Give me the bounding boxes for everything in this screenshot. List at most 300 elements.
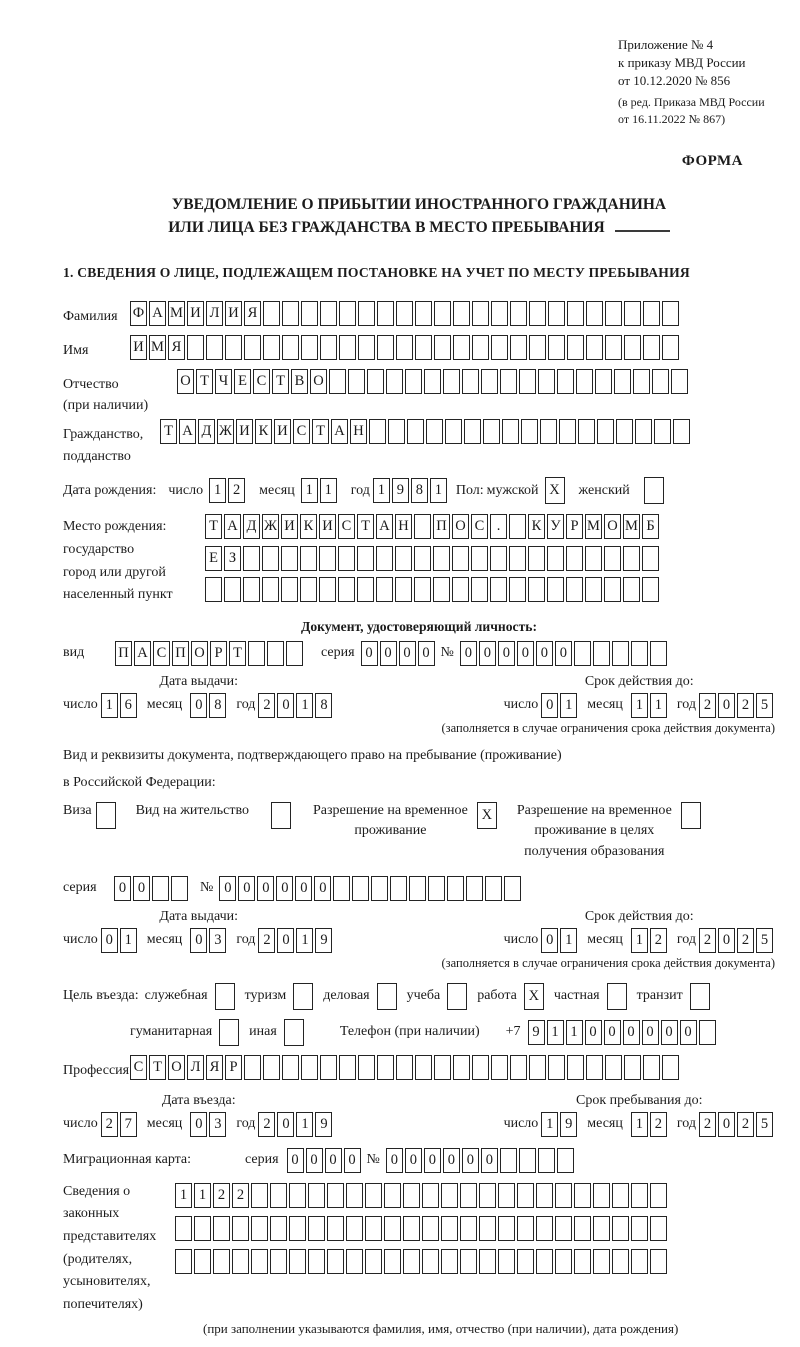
char-cell[interactable]	[377, 1055, 394, 1080]
char-cell[interactable]	[604, 577, 621, 602]
identity-doc-kind-input[interactable]	[115, 641, 305, 666]
char-cell[interactable]	[576, 369, 593, 394]
char-cell[interactable]	[225, 335, 242, 360]
char-cell[interactable]	[631, 1216, 648, 1241]
char-cell[interactable]: О	[452, 514, 469, 539]
char-cell[interactable]: 1	[631, 928, 648, 953]
char-cell[interactable]: Р	[225, 1055, 242, 1080]
char-cell[interactable]: 9	[315, 1112, 332, 1137]
char-cell[interactable]: 1	[541, 1112, 558, 1137]
char-cell[interactable]	[441, 1216, 458, 1241]
char-cell[interactable]: 1	[175, 1183, 192, 1208]
char-cell[interactable]	[320, 1055, 337, 1080]
char-cell[interactable]	[415, 301, 432, 326]
stay-issue-month-input[interactable]	[190, 928, 228, 953]
char-cell[interactable]	[243, 577, 260, 602]
temp-residence-checkbox[interactable]: X	[477, 802, 497, 829]
char-cell[interactable]	[472, 1055, 489, 1080]
stay-until-year-input[interactable]	[699, 1112, 775, 1137]
char-cell[interactable]: О	[310, 369, 327, 394]
char-cell[interactable]: З	[224, 546, 241, 571]
expiry-year-input[interactable]	[699, 693, 775, 718]
char-cell[interactable]	[566, 546, 583, 571]
char-cell[interactable]: 1	[430, 478, 447, 503]
char-cell[interactable]	[460, 1216, 477, 1241]
char-cell[interactable]	[319, 577, 336, 602]
char-cell[interactable]	[466, 876, 483, 901]
char-cell[interactable]	[500, 369, 517, 394]
char-cell[interactable]: 2	[228, 478, 245, 503]
char-cell[interactable]	[479, 1216, 496, 1241]
char-cell[interactable]: 0	[101, 928, 118, 953]
char-cell[interactable]	[300, 546, 317, 571]
char-cell[interactable]	[605, 335, 622, 360]
char-cell[interactable]: Ч	[215, 369, 232, 394]
char-cell[interactable]	[650, 1183, 667, 1208]
char-cell[interactable]	[194, 1216, 211, 1241]
char-cell[interactable]: Т	[229, 641, 246, 666]
char-cell[interactable]: О	[191, 641, 208, 666]
char-cell[interactable]: Л	[187, 1055, 204, 1080]
purpose-official-checkbox[interactable]	[215, 983, 235, 1010]
char-cell[interactable]: А	[179, 419, 196, 444]
char-cell[interactable]: С	[130, 1055, 147, 1080]
char-cell[interactable]	[422, 1183, 439, 1208]
char-cell[interactable]	[547, 546, 564, 571]
char-cell[interactable]	[270, 1183, 287, 1208]
purpose-other-checkbox[interactable]	[284, 1019, 304, 1046]
char-cell[interactable]	[262, 577, 279, 602]
char-cell[interactable]	[536, 1216, 553, 1241]
char-cell[interactable]	[187, 335, 204, 360]
char-cell[interactable]	[424, 369, 441, 394]
char-cell[interactable]: 0	[190, 928, 207, 953]
char-cell[interactable]	[403, 1183, 420, 1208]
char-cell[interactable]: Л	[206, 301, 223, 326]
char-cell[interactable]	[452, 577, 469, 602]
char-cell[interactable]	[365, 1183, 382, 1208]
char-cell[interactable]	[452, 546, 469, 571]
char-cell[interactable]: О	[604, 514, 621, 539]
birthplace-input-line1[interactable]	[205, 514, 661, 539]
char-cell[interactable]	[559, 419, 576, 444]
char-cell[interactable]	[517, 1183, 534, 1208]
char-cell[interactable]	[498, 1216, 515, 1241]
birthdate-month-input[interactable]	[301, 478, 339, 503]
expiry-month-input[interactable]	[631, 693, 669, 718]
char-cell[interactable]: Е	[234, 369, 251, 394]
char-cell[interactable]: О	[177, 369, 194, 394]
char-cell[interactable]	[481, 369, 498, 394]
char-cell[interactable]: 0	[541, 693, 558, 718]
char-cell[interactable]: 0	[325, 1148, 342, 1173]
char-cell[interactable]	[224, 577, 241, 602]
char-cell[interactable]	[662, 1055, 679, 1080]
char-cell[interactable]: 5	[756, 1112, 773, 1137]
identity-doc-number-input[interactable]	[460, 641, 669, 666]
char-cell[interactable]: 0	[555, 641, 572, 666]
char-cell[interactable]	[308, 1216, 325, 1241]
patronymic-input[interactable]	[177, 369, 690, 394]
char-cell[interactable]: 0	[479, 641, 496, 666]
char-cell[interactable]: О	[168, 1055, 185, 1080]
char-cell[interactable]	[555, 1249, 572, 1274]
issue-month-input[interactable]	[190, 693, 228, 718]
citizenship-input[interactable]	[160, 419, 692, 444]
char-cell[interactable]	[367, 369, 384, 394]
char-cell[interactable]: П	[115, 641, 132, 666]
char-cell[interactable]	[510, 301, 527, 326]
char-cell[interactable]	[612, 1249, 629, 1274]
char-cell[interactable]	[441, 1183, 458, 1208]
char-cell[interactable]: Ж	[262, 514, 279, 539]
char-cell[interactable]	[595, 369, 612, 394]
char-cell[interactable]	[289, 1249, 306, 1274]
char-cell[interactable]: Я	[206, 1055, 223, 1080]
char-cell[interactable]	[301, 335, 318, 360]
char-cell[interactable]	[519, 1148, 536, 1173]
char-cell[interactable]: 0	[718, 1112, 735, 1137]
char-cell[interactable]: 0	[498, 641, 515, 666]
expiry-day-input[interactable]	[541, 693, 579, 718]
char-cell[interactable]	[232, 1249, 249, 1274]
char-cell[interactable]	[555, 1183, 572, 1208]
char-cell[interactable]: Р	[210, 641, 227, 666]
char-cell[interactable]	[574, 1249, 591, 1274]
char-cell[interactable]: М	[149, 335, 166, 360]
birthdate-year-input[interactable]	[373, 478, 449, 503]
char-cell[interactable]: 0	[361, 641, 378, 666]
char-cell[interactable]: 1	[301, 478, 318, 503]
char-cell[interactable]	[327, 1183, 344, 1208]
char-cell[interactable]	[574, 1216, 591, 1241]
char-cell[interactable]: 0	[380, 641, 397, 666]
char-cell[interactable]	[547, 577, 564, 602]
char-cell[interactable]	[267, 641, 284, 666]
char-cell[interactable]	[263, 301, 280, 326]
char-cell[interactable]: Т	[149, 1055, 166, 1080]
char-cell[interactable]	[409, 876, 426, 901]
purpose-tourism-checkbox[interactable]	[293, 983, 313, 1010]
char-cell[interactable]	[557, 369, 574, 394]
char-cell[interactable]: 0	[585, 1020, 602, 1045]
char-cell[interactable]	[281, 577, 298, 602]
char-cell[interactable]	[396, 301, 413, 326]
char-cell[interactable]: 3	[209, 1112, 226, 1137]
char-cell[interactable]: 1	[296, 928, 313, 953]
char-cell[interactable]	[491, 301, 508, 326]
char-cell[interactable]	[472, 335, 489, 360]
char-cell[interactable]	[509, 514, 526, 539]
char-cell[interactable]: М	[168, 301, 185, 326]
char-cell[interactable]: А	[134, 641, 151, 666]
char-cell[interactable]: 2	[258, 1112, 275, 1137]
char-cell[interactable]	[358, 301, 375, 326]
char-cell[interactable]: 0	[276, 876, 293, 901]
char-cell[interactable]	[635, 419, 652, 444]
char-cell[interactable]: 0	[460, 641, 477, 666]
char-cell[interactable]	[471, 577, 488, 602]
char-cell[interactable]: 3	[209, 928, 226, 953]
char-cell[interactable]	[365, 1216, 382, 1241]
char-cell[interactable]	[338, 577, 355, 602]
char-cell[interactable]	[403, 1216, 420, 1241]
name-input[interactable]	[130, 335, 681, 360]
char-cell[interactable]	[395, 546, 412, 571]
char-cell[interactable]	[289, 1183, 306, 1208]
char-cell[interactable]	[643, 301, 660, 326]
char-cell[interactable]	[248, 641, 265, 666]
char-cell[interactable]	[557, 1148, 574, 1173]
stay-expiry-year-input[interactable]	[699, 928, 775, 953]
char-cell[interactable]: 1	[631, 1112, 648, 1137]
char-cell[interactable]	[281, 546, 298, 571]
char-cell[interactable]: 0	[462, 1148, 479, 1173]
char-cell[interactable]: 8	[209, 693, 226, 718]
char-cell[interactable]: Я	[168, 335, 185, 360]
char-cell[interactable]	[346, 1249, 363, 1274]
char-cell[interactable]: В	[291, 369, 308, 394]
char-cell[interactable]	[574, 1183, 591, 1208]
char-cell[interactable]	[631, 1183, 648, 1208]
char-cell[interactable]	[593, 1249, 610, 1274]
char-cell[interactable]	[443, 369, 460, 394]
char-cell[interactable]	[308, 1249, 325, 1274]
char-cell[interactable]	[593, 1183, 610, 1208]
char-cell[interactable]	[538, 369, 555, 394]
char-cell[interactable]: 0	[386, 1148, 403, 1173]
char-cell[interactable]: 1	[194, 1183, 211, 1208]
char-cell[interactable]	[612, 641, 629, 666]
char-cell[interactable]: 8	[411, 478, 428, 503]
char-cell[interactable]	[699, 1020, 716, 1045]
char-cell[interactable]: 0	[541, 928, 558, 953]
char-cell[interactable]	[434, 1055, 451, 1080]
char-cell[interactable]	[282, 335, 299, 360]
char-cell[interactable]	[386, 369, 403, 394]
char-cell[interactable]	[251, 1183, 268, 1208]
char-cell[interactable]: 1	[373, 478, 390, 503]
char-cell[interactable]: 9	[528, 1020, 545, 1045]
profession-input[interactable]	[130, 1055, 681, 1080]
stay-doc-number-input[interactable]	[219, 876, 523, 901]
birthplace-input-line2[interactable]	[205, 546, 661, 571]
char-cell[interactable]	[491, 1055, 508, 1080]
char-cell[interactable]	[428, 876, 445, 901]
char-cell[interactable]: 0	[536, 641, 553, 666]
char-cell[interactable]	[262, 546, 279, 571]
char-cell[interactable]	[339, 335, 356, 360]
char-cell[interactable]: 0	[295, 876, 312, 901]
char-cell[interactable]	[548, 335, 565, 360]
char-cell[interactable]	[213, 1249, 230, 1274]
char-cell[interactable]	[662, 301, 679, 326]
char-cell[interactable]	[282, 301, 299, 326]
sex-female-checkbox[interactable]	[644, 477, 664, 504]
purpose-study-checkbox[interactable]	[447, 983, 467, 1010]
char-cell[interactable]: 0	[604, 1020, 621, 1045]
char-cell[interactable]	[434, 301, 451, 326]
char-cell[interactable]	[365, 1249, 382, 1274]
purpose-private-checkbox[interactable]	[607, 983, 627, 1010]
char-cell[interactable]: 0	[133, 876, 150, 901]
char-cell[interactable]: Н	[350, 419, 367, 444]
char-cell[interactable]	[390, 876, 407, 901]
entry-year-input[interactable]	[258, 1112, 334, 1137]
char-cell[interactable]: 0	[642, 1020, 659, 1045]
entry-day-input[interactable]	[101, 1112, 139, 1137]
char-cell[interactable]: Е	[205, 546, 222, 571]
char-cell[interactable]	[519, 369, 536, 394]
char-cell[interactable]: С	[253, 369, 270, 394]
char-cell[interactable]	[369, 419, 386, 444]
identity-doc-series-input[interactable]	[361, 641, 437, 666]
purpose-humanitarian-checkbox[interactable]	[219, 1019, 239, 1046]
char-cell[interactable]	[205, 577, 222, 602]
char-cell[interactable]	[445, 419, 462, 444]
char-cell[interactable]	[175, 1216, 192, 1241]
migration-card-number-input[interactable]	[386, 1148, 576, 1173]
char-cell[interactable]	[384, 1249, 401, 1274]
char-cell[interactable]	[528, 546, 545, 571]
char-cell[interactable]	[327, 1216, 344, 1241]
char-cell[interactable]: С	[293, 419, 310, 444]
char-cell[interactable]	[671, 369, 688, 394]
char-cell[interactable]: 5	[756, 693, 773, 718]
char-cell[interactable]	[536, 1183, 553, 1208]
char-cell[interactable]: 2	[258, 928, 275, 953]
char-cell[interactable]: 2	[258, 693, 275, 718]
char-cell[interactable]	[447, 876, 464, 901]
char-cell[interactable]	[282, 1055, 299, 1080]
char-cell[interactable]	[407, 419, 424, 444]
char-cell[interactable]	[593, 641, 610, 666]
char-cell[interactable]	[377, 301, 394, 326]
char-cell[interactable]	[251, 1216, 268, 1241]
char-cell[interactable]	[510, 1055, 527, 1080]
char-cell[interactable]: М	[585, 514, 602, 539]
char-cell[interactable]	[251, 1249, 268, 1274]
char-cell[interactable]: 1	[120, 928, 137, 953]
char-cell[interactable]	[509, 577, 526, 602]
char-cell[interactable]: 1	[209, 478, 226, 503]
char-cell[interactable]: И	[187, 301, 204, 326]
char-cell[interactable]	[673, 419, 690, 444]
char-cell[interactable]	[624, 1055, 641, 1080]
char-cell[interactable]: К	[300, 514, 317, 539]
char-cell[interactable]	[415, 335, 432, 360]
visa-checkbox[interactable]	[96, 802, 116, 829]
char-cell[interactable]	[339, 301, 356, 326]
char-cell[interactable]	[319, 546, 336, 571]
char-cell[interactable]	[479, 1249, 496, 1274]
char-cell[interactable]: 0	[238, 876, 255, 901]
purpose-work-checkbox[interactable]: X	[524, 983, 544, 1010]
char-cell[interactable]	[574, 641, 591, 666]
char-cell[interactable]	[243, 546, 260, 571]
char-cell[interactable]: 0	[623, 1020, 640, 1045]
char-cell[interactable]	[286, 641, 303, 666]
char-cell[interactable]: И	[281, 514, 298, 539]
char-cell[interactable]	[605, 301, 622, 326]
char-cell[interactable]: 0	[219, 876, 236, 901]
char-cell[interactable]	[612, 1183, 629, 1208]
char-cell[interactable]: 0	[257, 876, 274, 901]
char-cell[interactable]	[301, 301, 318, 326]
char-cell[interactable]: 1	[566, 1020, 583, 1045]
char-cell[interactable]	[426, 419, 443, 444]
char-cell[interactable]	[329, 369, 346, 394]
char-cell[interactable]	[320, 335, 337, 360]
char-cell[interactable]	[529, 301, 546, 326]
char-cell[interactable]	[585, 546, 602, 571]
char-cell[interactable]	[491, 335, 508, 360]
char-cell[interactable]	[578, 419, 595, 444]
char-cell[interactable]: 0	[277, 1112, 294, 1137]
issue-year-input[interactable]	[258, 693, 334, 718]
issue-day-input[interactable]	[101, 693, 139, 718]
char-cell[interactable]: И	[319, 514, 336, 539]
char-cell[interactable]	[346, 1216, 363, 1241]
purpose-business-checkbox[interactable]	[377, 983, 397, 1010]
char-cell[interactable]: А	[224, 514, 241, 539]
char-cell[interactable]: С	[471, 514, 488, 539]
char-cell[interactable]	[171, 876, 188, 901]
char-cell[interactable]	[605, 1055, 622, 1080]
char-cell[interactable]: 0	[306, 1148, 323, 1173]
char-cell[interactable]: А	[376, 514, 393, 539]
char-cell[interactable]: 2	[699, 693, 716, 718]
representatives-input-line1[interactable]	[175, 1183, 669, 1208]
char-cell[interactable]	[301, 1055, 318, 1080]
char-cell[interactable]: 1	[296, 1112, 313, 1137]
char-cell[interactable]: 0	[344, 1148, 361, 1173]
char-cell[interactable]: К	[255, 419, 272, 444]
char-cell[interactable]	[270, 1216, 287, 1241]
char-cell[interactable]	[320, 301, 337, 326]
char-cell[interactable]: 1	[631, 693, 648, 718]
char-cell[interactable]	[339, 1055, 356, 1080]
char-cell[interactable]	[517, 1249, 534, 1274]
char-cell[interactable]	[597, 419, 614, 444]
char-cell[interactable]: 6	[120, 693, 137, 718]
char-cell[interactable]	[460, 1249, 477, 1274]
char-cell[interactable]: .	[490, 514, 507, 539]
stay-expiry-day-input[interactable]	[541, 928, 579, 953]
char-cell[interactable]: 0	[661, 1020, 678, 1045]
char-cell[interactable]	[614, 369, 631, 394]
char-cell[interactable]: 2	[213, 1183, 230, 1208]
char-cell[interactable]	[586, 1055, 603, 1080]
char-cell[interactable]	[244, 335, 261, 360]
char-cell[interactable]: 2	[650, 928, 667, 953]
char-cell[interactable]	[529, 335, 546, 360]
char-cell[interactable]	[567, 301, 584, 326]
char-cell[interactable]	[414, 546, 431, 571]
char-cell[interactable]	[462, 369, 479, 394]
char-cell[interactable]	[377, 335, 394, 360]
char-cell[interactable]: 0	[114, 876, 131, 901]
representatives-input-line2[interactable]	[175, 1216, 669, 1241]
char-cell[interactable]: Т	[272, 369, 289, 394]
char-cell[interactable]: 0	[287, 1148, 304, 1173]
char-cell[interactable]	[498, 1249, 515, 1274]
char-cell[interactable]: 2	[737, 928, 754, 953]
char-cell[interactable]: П	[172, 641, 189, 666]
char-cell[interactable]	[585, 577, 602, 602]
char-cell[interactable]	[612, 1216, 629, 1241]
char-cell[interactable]: Т	[160, 419, 177, 444]
